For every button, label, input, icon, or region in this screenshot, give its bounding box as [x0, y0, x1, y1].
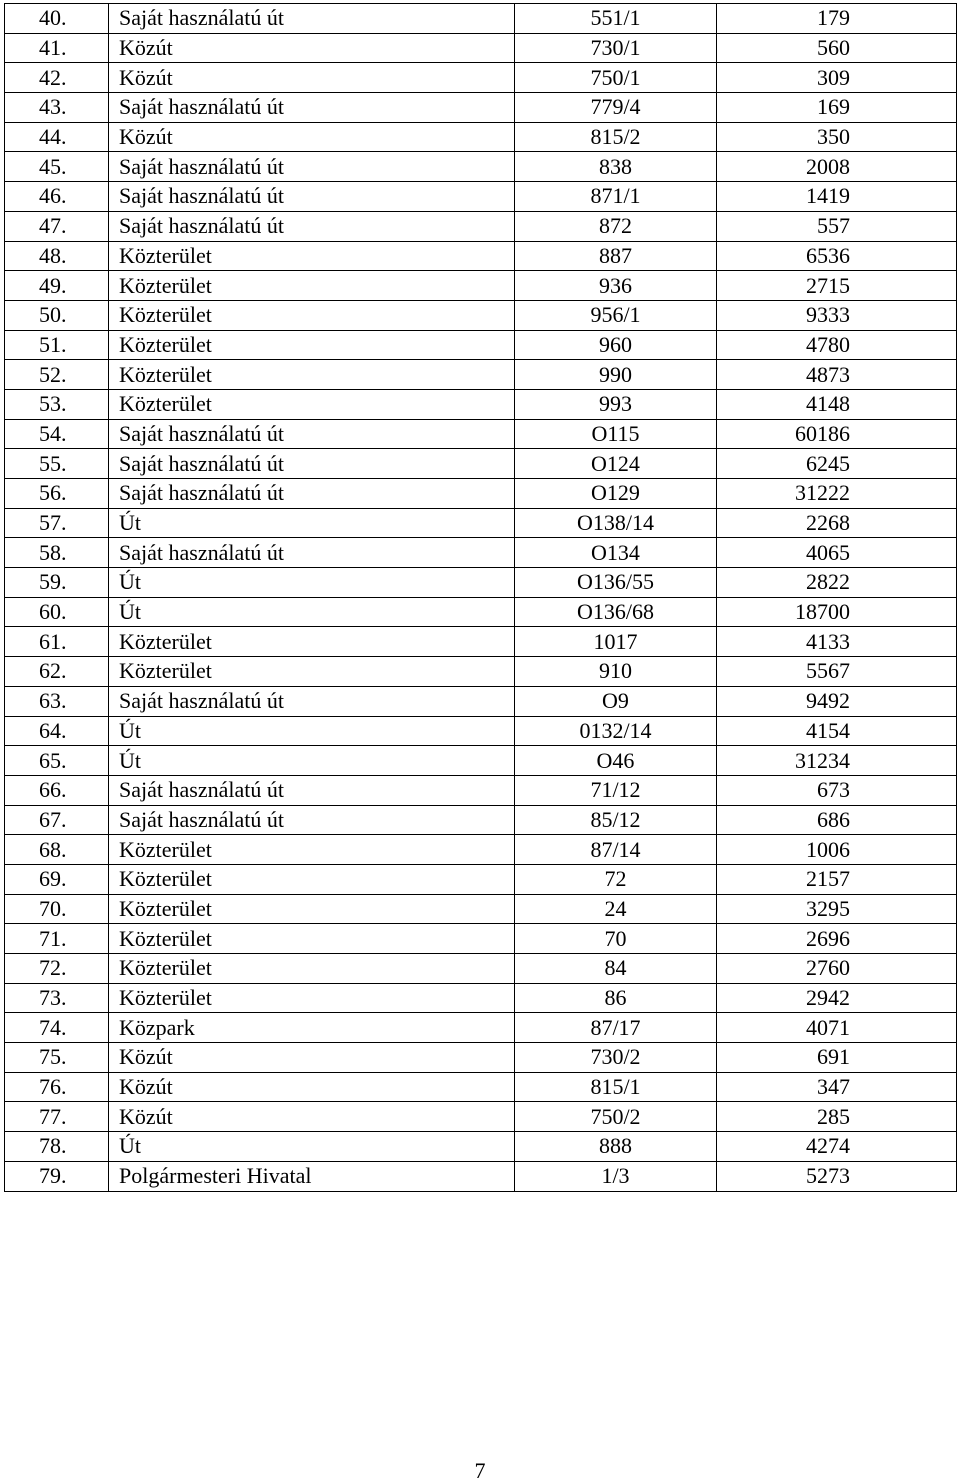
parcel-number-cell: 551/1: [515, 4, 717, 34]
property-table-body: [5, 4, 957, 1192]
parcel-number-cell: O46: [515, 746, 717, 776]
property-name-cell: Saját használatú út: [109, 93, 515, 123]
row-number-cell: 62.: [5, 657, 109, 687]
parcel-number-cell: 87/17: [515, 1013, 717, 1043]
parcel-number-cell: 993: [515, 389, 717, 419]
row-number-cell: 73.: [5, 983, 109, 1013]
area-cell: 347: [717, 1072, 957, 1102]
area-cell: 557: [717, 211, 957, 241]
table-row: [5, 805, 957, 835]
property-name-cell: Közterület: [109, 241, 515, 271]
page-number: 7: [474, 1458, 486, 1483]
area-cell: 4148: [717, 389, 957, 419]
property-name-cell: Saját használatú út: [109, 4, 515, 34]
table-row: [5, 330, 957, 360]
row-number-cell: 76.: [5, 1072, 109, 1102]
property-name-cell: Saját használatú út: [109, 538, 515, 568]
area-cell: 285: [717, 1102, 957, 1132]
property-name-cell: Közterület: [109, 389, 515, 419]
property-name-cell: Közút: [109, 1043, 515, 1073]
area-cell: 309: [717, 63, 957, 93]
row-number-cell: 72.: [5, 954, 109, 984]
parcel-number-cell: 0132/14: [515, 716, 717, 746]
area-cell: 2942: [717, 983, 957, 1013]
table-row: [5, 508, 957, 538]
table-row: [5, 241, 957, 271]
area-cell: 18700: [717, 597, 957, 627]
parcel-number-cell: 750/2: [515, 1102, 717, 1132]
table-row: [5, 449, 957, 479]
area-cell: 31234: [717, 746, 957, 776]
table-row: [5, 4, 957, 34]
area-cell: 9492: [717, 686, 957, 716]
area-cell: 3295: [717, 894, 957, 924]
table-row: [5, 1043, 957, 1073]
property-name-cell: Közterület: [109, 835, 515, 865]
table-row: [5, 419, 957, 449]
parcel-number-cell: 910: [515, 657, 717, 687]
area-cell: 4873: [717, 360, 957, 390]
parcel-number-cell: 87/14: [515, 835, 717, 865]
row-number-cell: 49.: [5, 271, 109, 301]
area-cell: 169: [717, 93, 957, 123]
area-cell: 2008: [717, 152, 957, 182]
area-cell: 2715: [717, 271, 957, 301]
area-cell: 2268: [717, 508, 957, 538]
parcel-number-cell: 72: [515, 864, 717, 894]
row-number-cell: 48.: [5, 241, 109, 271]
parcel-number-cell: 24: [515, 894, 717, 924]
table-row: [5, 93, 957, 123]
parcel-number-cell: 838: [515, 152, 717, 182]
table-row: [5, 1132, 957, 1162]
row-number-cell: 79.: [5, 1161, 109, 1191]
row-number-cell: 64.: [5, 716, 109, 746]
parcel-number-cell: 779/4: [515, 93, 717, 123]
parcel-number-cell: 815/1: [515, 1072, 717, 1102]
row-number-cell: 47.: [5, 211, 109, 241]
parcel-number-cell: 872: [515, 211, 717, 241]
property-name-cell: Közterület: [109, 954, 515, 984]
property-name-cell: Saját használatú út: [109, 152, 515, 182]
parcel-number-cell: 70: [515, 924, 717, 954]
table-row: [5, 63, 957, 93]
parcel-number-cell: 990: [515, 360, 717, 390]
property-name-cell: Saját használatú út: [109, 775, 515, 805]
parcel-number-cell: 871/1: [515, 182, 717, 212]
parcel-number-cell: 730/1: [515, 33, 717, 63]
area-cell: 60186: [717, 419, 957, 449]
property-name-cell: Közút: [109, 33, 515, 63]
table-row: [5, 122, 957, 152]
property-name-cell: Saját használatú út: [109, 805, 515, 835]
row-number-cell: 57.: [5, 508, 109, 538]
parcel-number-cell: 1017: [515, 627, 717, 657]
property-name-cell: Út: [109, 716, 515, 746]
table-row: [5, 300, 957, 330]
property-name-cell: Saját használatú út: [109, 211, 515, 241]
table-row: [5, 716, 957, 746]
parcel-number-cell: O115: [515, 419, 717, 449]
area-cell: 9333: [717, 300, 957, 330]
property-name-cell: Közpark: [109, 1013, 515, 1043]
property-name-cell: Saját használatú út: [109, 419, 515, 449]
area-cell: 2760: [717, 954, 957, 984]
area-cell: 2822: [717, 568, 957, 598]
parcel-number-cell: O138/14: [515, 508, 717, 538]
area-cell: 4274: [717, 1132, 957, 1162]
table-row: [5, 864, 957, 894]
area-cell: 5273: [717, 1161, 957, 1191]
parcel-number-cell: 936: [515, 271, 717, 301]
area-cell: 4780: [717, 330, 957, 360]
parcel-number-cell: 956/1: [515, 300, 717, 330]
table-row: [5, 389, 957, 419]
area-cell: 6245: [717, 449, 957, 479]
property-name-cell: Közút: [109, 1102, 515, 1132]
row-number-cell: 45.: [5, 152, 109, 182]
table-row: [5, 1102, 957, 1132]
property-name-cell: Közterület: [109, 983, 515, 1013]
property-table: [4, 3, 957, 1192]
table-row: [5, 746, 957, 776]
table-row: [5, 657, 957, 687]
table-row: [5, 1161, 957, 1191]
row-number-cell: 60.: [5, 597, 109, 627]
property-name-cell: Közterület: [109, 894, 515, 924]
row-number-cell: 51.: [5, 330, 109, 360]
table-row: [5, 360, 957, 390]
row-number-cell: 74.: [5, 1013, 109, 1043]
area-cell: 179: [717, 4, 957, 34]
area-cell: 691: [717, 1043, 957, 1073]
row-number-cell: 69.: [5, 864, 109, 894]
row-number-cell: 63.: [5, 686, 109, 716]
property-name-cell: Közterület: [109, 657, 515, 687]
row-number-cell: 50.: [5, 300, 109, 330]
property-name-cell: Közút: [109, 63, 515, 93]
property-table-container: [4, 3, 956, 1192]
table-row: [5, 211, 957, 241]
row-number-cell: 55.: [5, 449, 109, 479]
row-number-cell: 44.: [5, 122, 109, 152]
parcel-number-cell: 887: [515, 241, 717, 271]
area-cell: 4133: [717, 627, 957, 657]
property-name-cell: Közterület: [109, 864, 515, 894]
table-row: [5, 627, 957, 657]
property-name-cell: Közterület: [109, 924, 515, 954]
row-number-cell: 67.: [5, 805, 109, 835]
table-row: [5, 924, 957, 954]
area-cell: 4154: [717, 716, 957, 746]
property-name-cell: Saját használatú út: [109, 479, 515, 509]
property-name-cell: Saját használatú út: [109, 182, 515, 212]
row-number-cell: 40.: [5, 4, 109, 34]
parcel-number-cell: 815/2: [515, 122, 717, 152]
area-cell: 2696: [717, 924, 957, 954]
table-row: [5, 597, 957, 627]
property-name-cell: Út: [109, 508, 515, 538]
area-cell: 1006: [717, 835, 957, 865]
parcel-number-cell: 730/2: [515, 1043, 717, 1073]
property-name-cell: Polgármesteri Hivatal: [109, 1161, 515, 1191]
row-number-cell: 46.: [5, 182, 109, 212]
row-number-cell: 61.: [5, 627, 109, 657]
row-number-cell: 56.: [5, 479, 109, 509]
area-cell: 560: [717, 33, 957, 63]
property-name-cell: Út: [109, 597, 515, 627]
parcel-number-cell: O136/55: [515, 568, 717, 598]
row-number-cell: 52.: [5, 360, 109, 390]
area-cell: 4071: [717, 1013, 957, 1043]
table-row: [5, 152, 957, 182]
row-number-cell: 68.: [5, 835, 109, 865]
table-row: [5, 954, 957, 984]
table-row: [5, 479, 957, 509]
property-name-cell: Közterület: [109, 627, 515, 657]
property-name-cell: Közterület: [109, 300, 515, 330]
row-number-cell: 58.: [5, 538, 109, 568]
area-cell: 350: [717, 122, 957, 152]
row-number-cell: 43.: [5, 93, 109, 123]
row-number-cell: 54.: [5, 419, 109, 449]
table-row: [5, 775, 957, 805]
property-name-cell: Saját használatú út: [109, 686, 515, 716]
row-number-cell: 53.: [5, 389, 109, 419]
parcel-number-cell: 84: [515, 954, 717, 984]
area-cell: 4065: [717, 538, 957, 568]
table-row: [5, 1013, 957, 1043]
area-cell: 686: [717, 805, 957, 835]
parcel-number-cell: 1/3: [515, 1161, 717, 1191]
row-number-cell: 78.: [5, 1132, 109, 1162]
area-cell: 6536: [717, 241, 957, 271]
row-number-cell: 41.: [5, 33, 109, 63]
area-cell: 31222: [717, 479, 957, 509]
row-number-cell: 75.: [5, 1043, 109, 1073]
row-number-cell: 42.: [5, 63, 109, 93]
property-name-cell: Közterület: [109, 271, 515, 301]
parcel-number-cell: O124: [515, 449, 717, 479]
area-cell: 673: [717, 775, 957, 805]
row-number-cell: 59.: [5, 568, 109, 598]
parcel-number-cell: O134: [515, 538, 717, 568]
parcel-number-cell: O9: [515, 686, 717, 716]
property-name-cell: Saját használatú út: [109, 449, 515, 479]
table-row: [5, 538, 957, 568]
parcel-number-cell: O136/68: [515, 597, 717, 627]
parcel-number-cell: 86: [515, 983, 717, 1013]
table-row: [5, 894, 957, 924]
row-number-cell: 66.: [5, 775, 109, 805]
property-name-cell: Közterület: [109, 330, 515, 360]
row-number-cell: 71.: [5, 924, 109, 954]
table-row: [5, 686, 957, 716]
table-row: [5, 33, 957, 63]
table-row: [5, 835, 957, 865]
property-name-cell: Út: [109, 568, 515, 598]
row-number-cell: 65.: [5, 746, 109, 776]
table-row: [5, 983, 957, 1013]
parcel-number-cell: 71/12: [515, 775, 717, 805]
area-cell: 2157: [717, 864, 957, 894]
row-number-cell: 70.: [5, 894, 109, 924]
row-number-cell: 77.: [5, 1102, 109, 1132]
property-name-cell: Közterület: [109, 360, 515, 390]
table-row: [5, 1072, 957, 1102]
property-name-cell: Közút: [109, 1072, 515, 1102]
property-name-cell: Közút: [109, 122, 515, 152]
table-row: [5, 568, 957, 598]
area-cell: 5567: [717, 657, 957, 687]
parcel-number-cell: 85/12: [515, 805, 717, 835]
table-row: [5, 182, 957, 212]
parcel-number-cell: 750/1: [515, 63, 717, 93]
property-name-cell: Út: [109, 746, 515, 776]
parcel-number-cell: 888: [515, 1132, 717, 1162]
parcel-number-cell: 960: [515, 330, 717, 360]
property-name-cell: Út: [109, 1132, 515, 1162]
area-cell: 1419: [717, 182, 957, 212]
parcel-number-cell: O129: [515, 479, 717, 509]
table-row: [5, 271, 957, 301]
